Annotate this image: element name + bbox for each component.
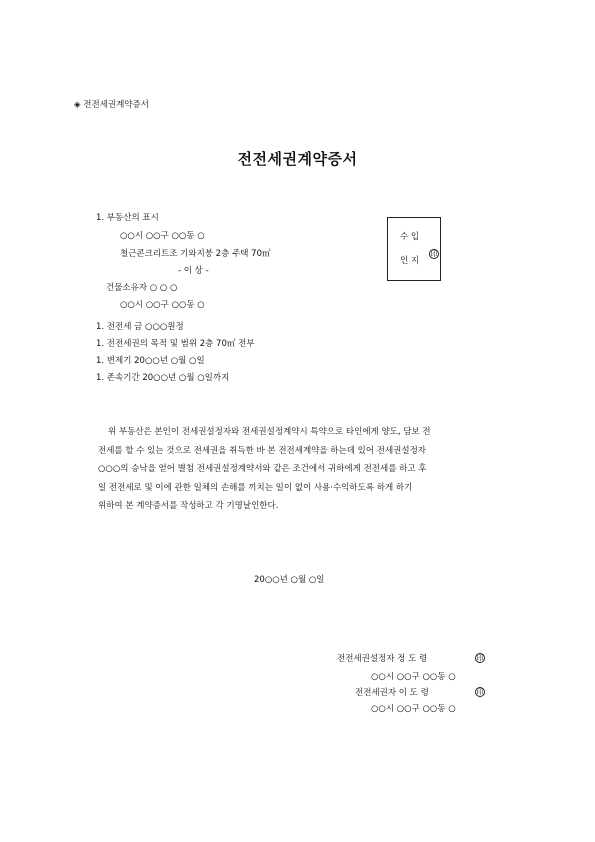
grantee-label: 전전세권자 이 도 령 bbox=[355, 688, 429, 698]
property-continuation: - 이 상 - bbox=[178, 266, 209, 276]
term-scope: 1. 전전세권의 목적 및 범위 2층 70㎡ 전부 bbox=[96, 339, 255, 349]
body-line-1: 위 부동산은 본인이 전세권설정자와 전세권설정계약시 특약으로 타인에게 양도, 담보 전 bbox=[108, 427, 431, 437]
term-deposit: 1. 전전세 금 ○○○원정 bbox=[96, 322, 184, 332]
body-line-5: 위하여 본 계약증서를 작성하고 각 기명날인한다. bbox=[98, 501, 279, 511]
body-line-4: 일 전전세로 및 이에 관한 일체의 손해를 끼치는 일이 없이 사용·수익하도록 하게 하기 bbox=[98, 482, 413, 493]
grantor-label: 전전세권설정자 정 도 령 bbox=[337, 654, 428, 664]
document-title: 전전세권계약증서 bbox=[237, 150, 358, 168]
contract-date: 20○○년 ○월 ○일 bbox=[254, 575, 325, 585]
seal-mark-icon: 印 bbox=[430, 250, 438, 258]
document-header-tag: ◈ 전전세권계약증서 bbox=[74, 100, 149, 110]
property-address: ○○시 ○○구 ○○동 ○ bbox=[120, 231, 205, 241]
property-heading: 1. 부동산의 표시 bbox=[96, 213, 159, 223]
grantor-seal-icon: 印 bbox=[476, 654, 484, 662]
owner-address: ○○시 ○○구 ○○동 ○ bbox=[120, 300, 205, 310]
body-line-2: 전세를 할 수 있는 것으로 전세권을 취득한 바 본 전전세계약을 하는데 있어 전세권설정자 bbox=[98, 445, 427, 456]
grantee-address: ○○시 ○○구 ○○동 ○ bbox=[371, 704, 456, 714]
grantee-seal-icon: 印 bbox=[476, 688, 484, 696]
revenue-stamp-label-top: 수 입 bbox=[400, 232, 420, 242]
grantor-signature-line bbox=[337, 652, 427, 664]
grantor-address: ○○시 ○○구 ○○동 ○ bbox=[371, 672, 456, 682]
term-duration: 1. 존속기간 20○○년 ○월 ○일까지 bbox=[96, 373, 230, 383]
building-owner: 건물소유자 ○ ○ ○ bbox=[106, 283, 178, 293]
term-repayment-date: 1. 변제기 20○○년 ○월 ○일 bbox=[96, 356, 205, 366]
property-structure: 철근콘크리트조 기와지붕 2층 주택 70㎡ bbox=[120, 249, 271, 259]
revenue-stamp-label-bottom: 인 지 bbox=[400, 256, 420, 266]
body-line-3: ○○○의 승낙을 얻어 별첨 전세권설정계약서와 같은 조건에서 귀하에게 전전세를 하고 후 bbox=[98, 464, 427, 474]
grantee-signature-line bbox=[355, 686, 429, 698]
revenue-stamp-box bbox=[387, 217, 441, 281]
